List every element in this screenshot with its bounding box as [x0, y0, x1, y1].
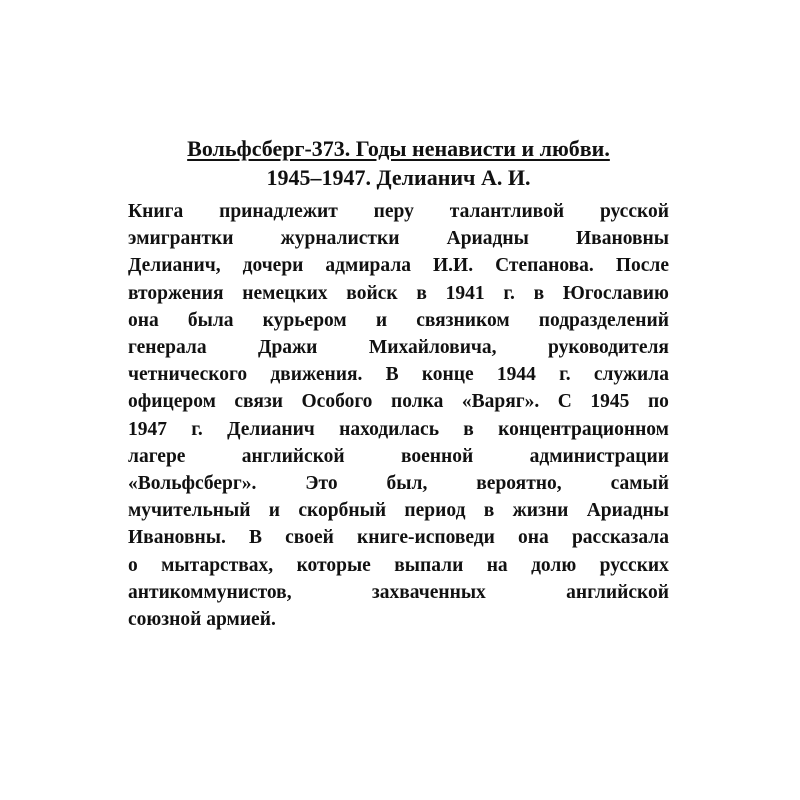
- description-line: Книга принадлежит перу талантливой русской: [128, 201, 669, 222]
- book-title-line-2: 1945–1947. Делианич А. И.: [266, 165, 531, 190]
- description-line: генерала Дражи Михайловича, руководителя: [128, 337, 669, 359]
- description-line: четнического движения. В конце 1944 г. служила: [128, 364, 669, 386]
- book-annotation: [128, 134, 669, 633]
- description-line: союзной армией.: [128, 609, 276, 631]
- book-description: [128, 198, 669, 633]
- description-line: «Вольфсберг». Это был, вероятно, самый: [128, 473, 669, 495]
- description-line: офицером связи Особого полка «Варяг». С 1945 по: [128, 391, 669, 413]
- description-line: антикоммунистов, захваченных английской: [128, 581, 669, 603]
- description-line: 1947 г. Делианич находилась в концентрационном: [128, 418, 669, 440]
- description-line: мучительный и скорбный период в жизни Ариадны: [128, 500, 669, 522]
- description-line: о мытарствах, которые выпали на долю русских: [128, 554, 669, 576]
- book-title: [128, 134, 669, 192]
- description-line: эмигрантки журналистки Ариадны Ивановны: [128, 228, 669, 250]
- description-line: вторжения немецких войск в 1941 г. в Югославию: [128, 282, 669, 304]
- description-line: Делианич, дочери адмирала И.И. Степанова. После: [128, 255, 669, 277]
- description-line: она была курьером и связником подразделений: [128, 309, 669, 331]
- book-title-line-1: Вольфсберг-373. Годы ненависти и любви.: [187, 136, 610, 161]
- description-line: Ивановны. В своей книге-исповеди она рассказала: [128, 527, 669, 549]
- description-line: лагере английской военной администрации: [128, 445, 669, 467]
